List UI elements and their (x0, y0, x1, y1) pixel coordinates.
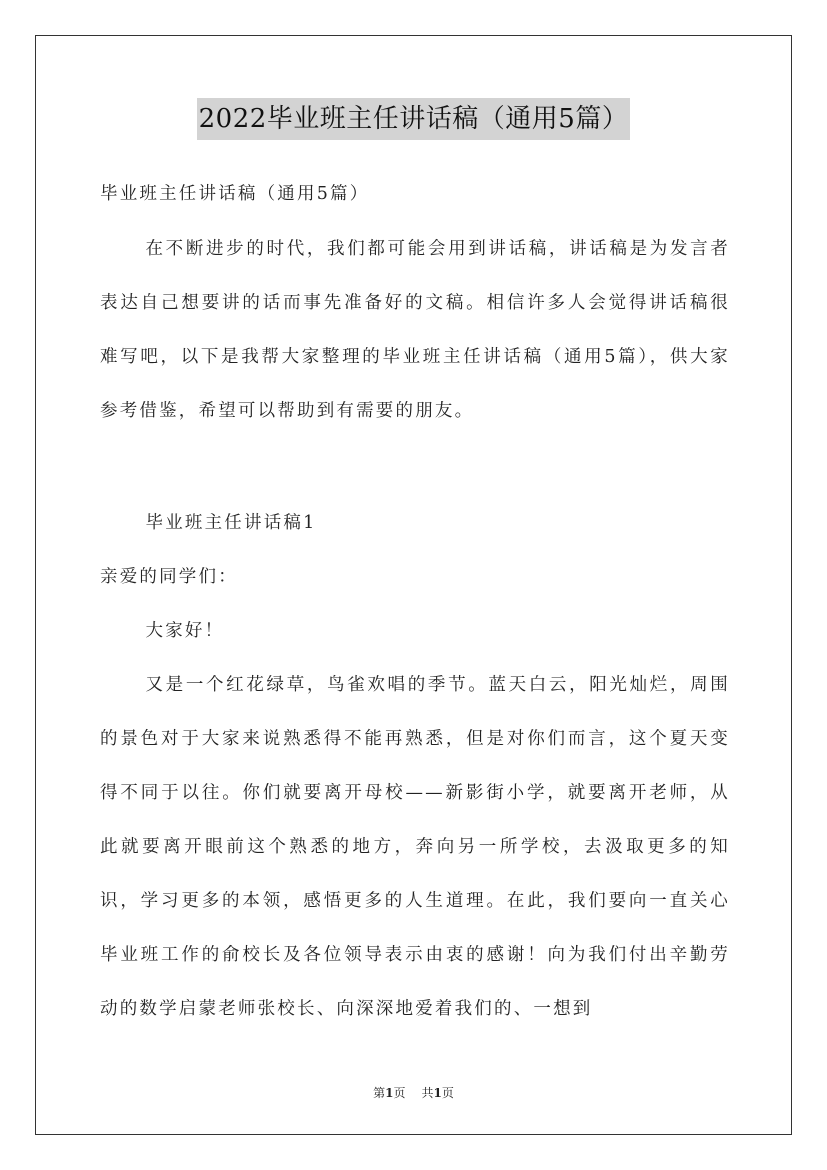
intro-paragraph: 在不断进步的时代，我们都可能会用到讲话稿，讲话稿是为发言者表达自己想要讲的话而事先准备好的文稿。相信许多人会觉得讲话稿很难写吧，以下是我帮大家整理的毕业班主任讲话稿（通用5篇），供大家参考借鉴，希望可以帮助到有需要的朋友。 (100, 239, 730, 421)
total-prefix: 共 (421, 1086, 434, 1100)
total-suffix: 页 (441, 1086, 454, 1100)
page-number (373, 1086, 405, 1100)
document-title: 2022毕业班主任讲话稿（通用5篇） (197, 98, 631, 140)
page-current: 1 (385, 1086, 394, 1100)
page-suffix: 页 (393, 1086, 406, 1100)
title-container (0, 98, 827, 140)
section-heading: 毕业班主任讲话稿1 (145, 513, 317, 533)
document-subtitle: 毕业班主任讲话稿（通用5篇） (100, 184, 370, 204)
body-paragraph: 又是一个红花绿草，鸟雀欢唱的季节。蓝天白云，阳光灿烂，周围的景色对于大家来说熟悉得不能再熟悉，但是对你们而言，这个夏天变得不同于以往。你们就要离开母校——新影街小学，就要离开老师，从此就要离开眼前这个熟悉的地方，奔向另一所学校，去汲取更多的知识，学习更多的本领，感悟更多的人生道理。在此，我们要向一直关心毕业班工作的俞校长及各位领导表示由衷的感谢！向为我们付出辛勤劳动的数学启蒙老师张校长、向深深地爱着我们的、一想到 (100, 675, 730, 1019)
page-footer (0, 1084, 827, 1101)
total-pages: 1 (433, 1086, 442, 1100)
greeting-line: 亲爱的同学们： (100, 567, 238, 587)
page-prefix: 第 (373, 1086, 386, 1100)
page-total (422, 1086, 454, 1100)
hello-line: 大家好！ (145, 621, 225, 641)
